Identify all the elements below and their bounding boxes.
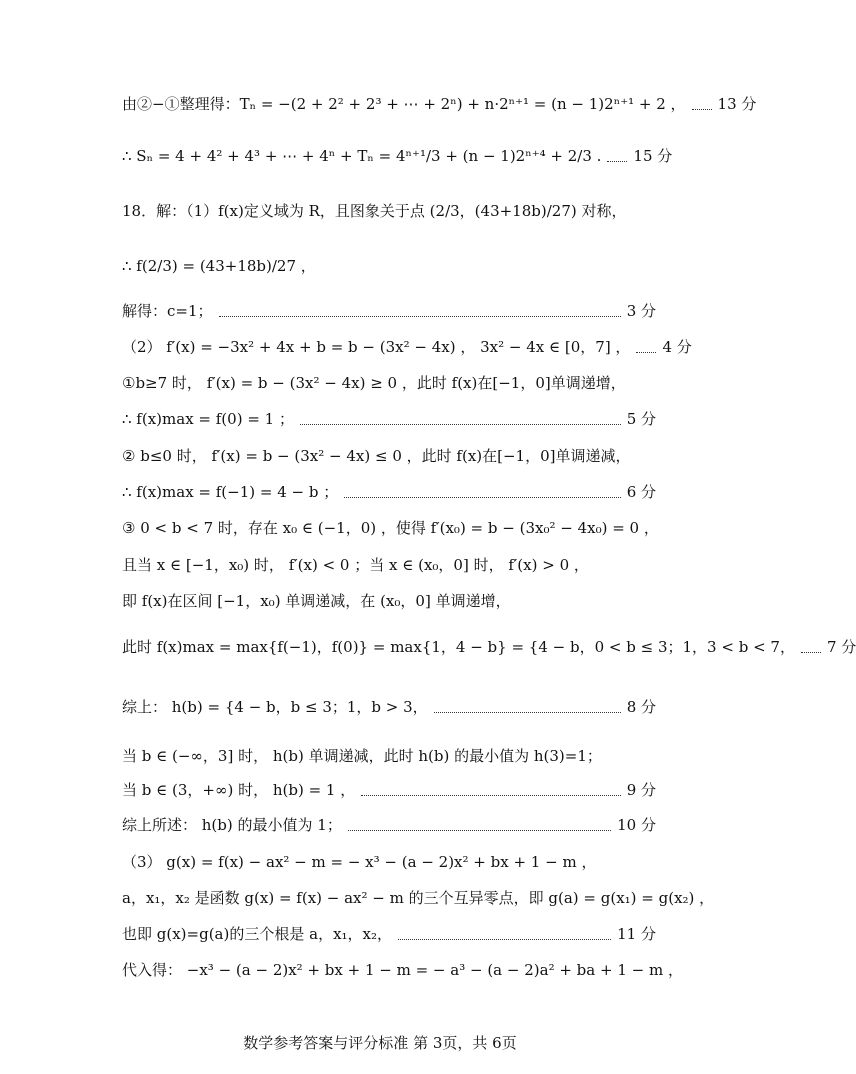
line-11: ③ 0 < b < 7 时，存在 x₀ ∈ (−1，0) ，使得 f′(x₀) = b − (3x₀² − 4x₀) = 0 ， <box>122 519 659 537</box>
line-14: 此时 f(x)max = max{f(−1)，f(0)} = max{1，4 − b} = {4 − b，0 < b ≤ 3；1，3 < b < 7， 7 分 <box>122 638 856 656</box>
score-label: 11 分 <box>617 925 656 943</box>
line-6: （2） f′(x) = −3x² + 4x + b = b − (3x² − 4x) ， 3x² − 4x ∈ [0，7] ， 4 分 <box>122 338 692 356</box>
line-9: ② b≤0 时， f′(x) = b − (3x² − 4x) ≤ 0 ，此时 f(x)在[−1，0]单调递减， <box>122 447 631 465</box>
line-1: 由②−①整理得：Tₙ = −(2 + 2² + 2³ + ⋯ + 2ⁿ) + n·2ⁿ⁺¹ = (n − 1)2ⁿ⁺¹ + 2 ， 13 分 <box>122 95 757 113</box>
line-21: 也即 g(x)=g(a)的三个根是 a，x₁，x₂， 11 分 <box>122 925 656 943</box>
score-label: 10 分 <box>617 816 656 834</box>
line-16: 当 b ∈ (−∞，3] 时， h(b) 单调递减，此时 h(b) 的最小值为 h(3)=1； <box>122 747 602 765</box>
leader-dots <box>344 487 620 498</box>
line-3: 18．解：（1）f(x)定义域为 R，且图象关于点 (2/3，(43+18b)/27) 对称， <box>122 202 627 220</box>
line-8: ∴ f(x)max = f(0) = 1 ； 5 分 <box>122 410 656 428</box>
leader-dots <box>219 306 621 317</box>
line-5: 解得：c=1； 3 分 <box>122 302 656 320</box>
line-12: 且当 x ∈ [−1，x₀) 时， f′(x) < 0 ；当 x ∈ (x₀，0] 时， f′(x) > 0 ， <box>122 556 589 574</box>
leader-dots <box>801 642 821 653</box>
leader-dots <box>607 151 627 162</box>
line-15: 综上： h(b) = {4 − b，b ≤ 3；1，b > 3， 8 分 <box>122 698 656 716</box>
line-22: 代入得： −x³ − (a − 2)x² + bx + 1 − m = − a³ − (a − 2)a² + ba + 1 − m ， <box>122 961 683 979</box>
line-10: ∴ f(x)max = f(−1) = 4 − b ； 6 分 <box>122 483 656 501</box>
score-label: 7 分 <box>826 638 856 656</box>
score-label: 8 分 <box>626 698 656 716</box>
line-13: 即 f(x)在区间 [−1，x₀) 单调递减，在 (x₀，0] 单调递增， <box>122 592 511 610</box>
line-2: ∴ Sₙ = 4 + 4² + 4³ + ⋯ + 4ⁿ + Tₙ = 4ⁿ⁺¹/3 + (n − 1)2ⁿ⁺⁴ + 2/3 . 15 分 <box>122 147 673 165</box>
score-label: 15 分 <box>633 147 673 165</box>
score-label: 9 分 <box>626 781 656 799</box>
line-18: 综上所述： h(b) 的最小值为 1； 10 分 <box>122 816 656 834</box>
score-label: 4 分 <box>662 338 692 356</box>
score-label: 3 分 <box>626 302 656 320</box>
line-7: ①b≥7 时， f′(x) = b − (3x² − 4x) ≥ 0 ，此时 f(x)在[−1，0]单调递增， <box>122 374 626 392</box>
leader-dots <box>434 702 621 713</box>
line-17: 当 b ∈ (3，+∞) 时， h(b) = 1 ， 9 分 <box>122 781 656 799</box>
leader-dots <box>361 785 620 796</box>
line-19: （3） g(x) = f(x) − ax² − m = − x³ − (a − 2)x² + bx + 1 − m ， <box>122 853 597 871</box>
score-label: 13 分 <box>717 95 757 113</box>
leader-dots <box>348 820 611 831</box>
line-20: a，x₁，x₂ 是函数 g(x) = f(x) − ax² − m 的三个互异零点，即 g(a) = g(x₁) = g(x₂) ， <box>122 889 715 907</box>
line-4: ∴ f(2/3) = (43+18b)/27 ， <box>122 257 316 275</box>
score-label: 5 分 <box>626 410 656 428</box>
leader-dots <box>692 99 712 110</box>
leader-dots <box>398 929 611 940</box>
leader-dots <box>300 414 621 425</box>
leader-dots <box>636 342 656 353</box>
page-footer: 数学参考答案与评分标准 第 3页，共 6页 <box>243 1034 517 1052</box>
score-label: 6 分 <box>626 483 656 501</box>
